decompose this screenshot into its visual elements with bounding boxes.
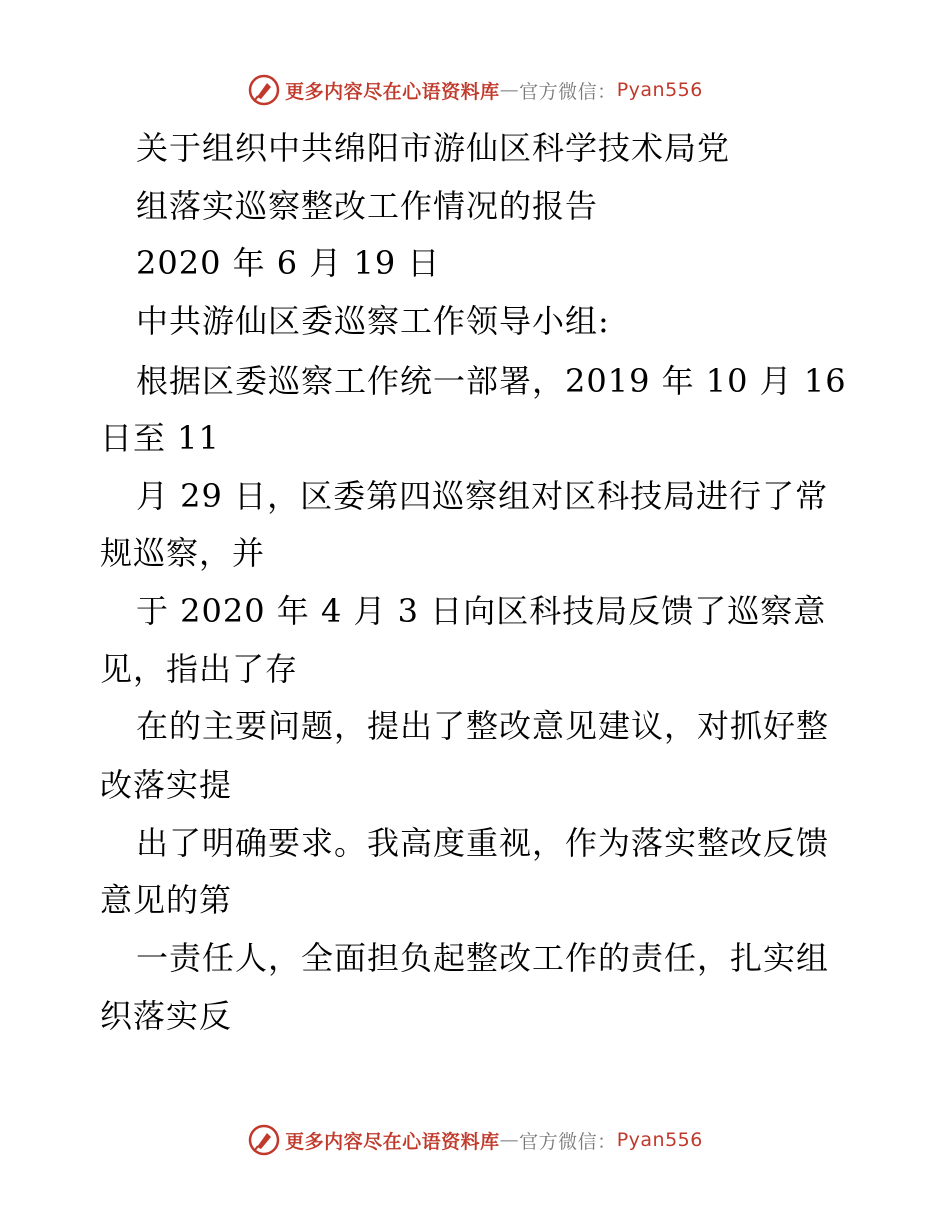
watermark-wechat-id: Pyan556 bbox=[616, 79, 703, 101]
footer-watermark bbox=[0, 1120, 950, 1160]
header-watermark bbox=[0, 70, 950, 110]
doc-title-line-1: 关于组织中共绵阳市游仙区科学技术局党 bbox=[136, 129, 731, 167]
watermark-separator: — bbox=[499, 79, 520, 101]
doc-title-line-2: 组落实巡察整改工作情况的报告 bbox=[136, 187, 599, 225]
doc-paragraph-line: 规巡察，并 bbox=[100, 534, 266, 572]
doc-date: 2020 年 6 月 19 日 bbox=[136, 244, 441, 282]
watermark-label: 官方微信： bbox=[519, 1130, 617, 1153]
doc-paragraph-line: 见，指出了存 bbox=[100, 650, 299, 688]
watermark-brand: 更多内容尽在心语资料库 bbox=[285, 1130, 500, 1153]
pen-nib-logo-icon bbox=[247, 1123, 281, 1157]
doc-paragraph-line: 根据区委巡察工作统一部署，2019 年 10 月 16 bbox=[136, 362, 847, 400]
doc-paragraph-line: 在的主要问题，提出了整改意见建议，对抓好整 bbox=[136, 707, 830, 745]
doc-paragraph-line: 织落实反 bbox=[100, 997, 233, 1035]
doc-paragraph-line: 改落实提 bbox=[100, 766, 233, 804]
doc-addressee: 中共游仙区委巡察工作领导小组: bbox=[136, 302, 610, 340]
doc-paragraph-line: 于 2020 年 4 月 3 日向区科技局反馈了巡察意 bbox=[136, 592, 827, 630]
doc-paragraph-line: 出了明确要求。我高度重视，作为落实整改反馈 bbox=[136, 824, 830, 862]
doc-paragraph-line: 一责任人，全面担负起整改工作的责任，扎实组 bbox=[136, 939, 830, 977]
watermark-brand: 更多内容尽在心语资料库 bbox=[285, 80, 500, 103]
doc-paragraph-line: 月 29 日，区委第四巡察组对区科技局进行了常 bbox=[136, 477, 829, 515]
watermark-wechat-id: Pyan556 bbox=[616, 1129, 703, 1151]
pen-nib-logo-icon bbox=[247, 73, 281, 107]
watermark-separator: — bbox=[499, 1129, 520, 1151]
doc-paragraph-line: 意见的第 bbox=[100, 881, 233, 919]
doc-paragraph-line: 日至 11 bbox=[100, 419, 220, 457]
watermark-label: 官方微信： bbox=[519, 80, 617, 103]
